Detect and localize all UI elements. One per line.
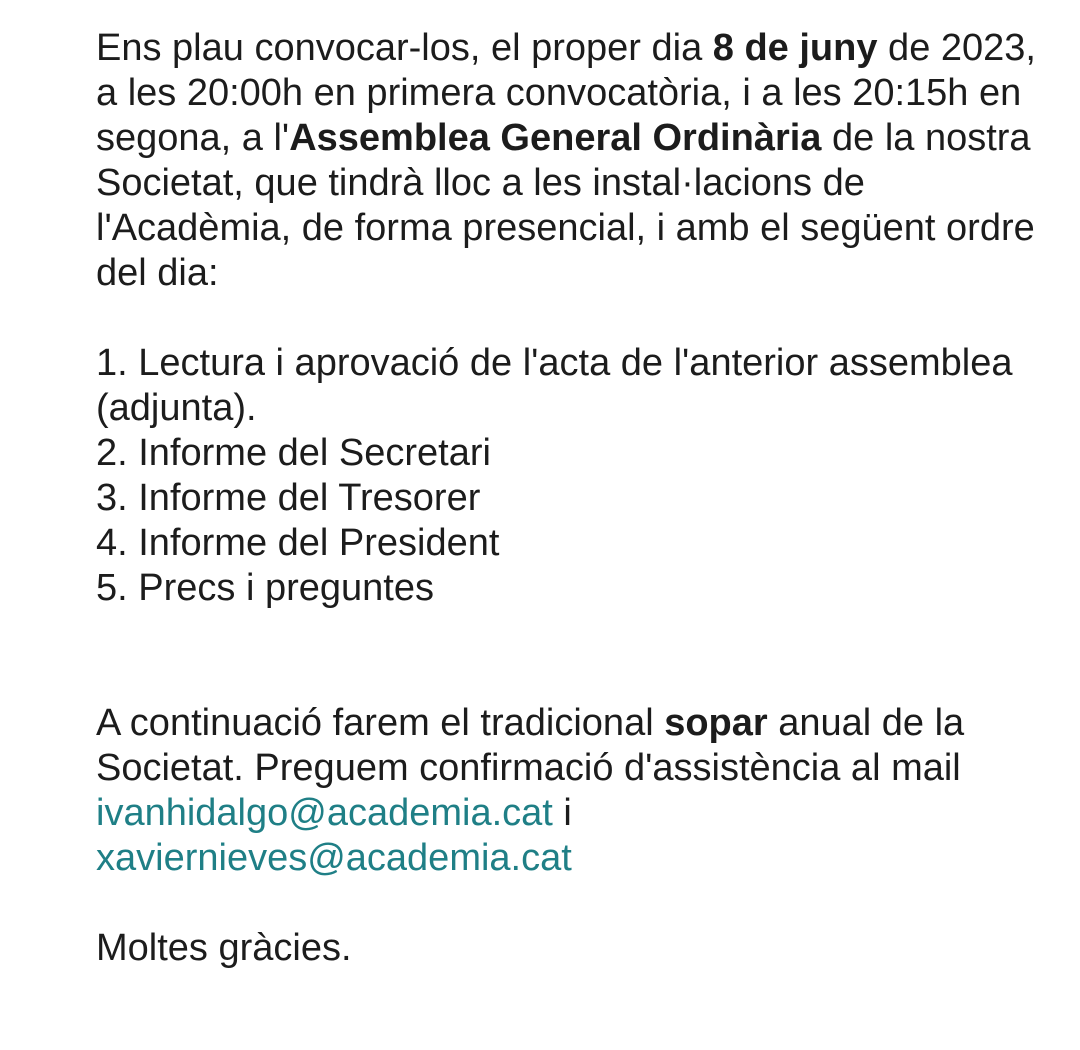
intro-text-3: de la nostra Societat, que tindrà lloc a les instal·lacions de l'Acadèmia, de forma presencial, i amb el següent ordre del dia:: [96, 117, 1035, 294]
intro-paragraph: [96, 26, 1056, 296]
intro-text-2: de 2023, a les 20:00h en primera convocatòria, i a les 20:15h en segona, a l': [96, 27, 1036, 159]
spacer: [96, 611, 1056, 701]
closing-text: Moltes gràcies.: [96, 927, 352, 969]
dinner-paragraph: [96, 701, 1056, 881]
message-body: [96, 26, 1056, 971]
agenda-item-1: 1. Lectura i aprovació de l'acta de l'anterior assemblea (adjunta).: [96, 342, 1013, 429]
dinner-text-2: anual de la Societat. Preguem confirmació d'assistència al mail: [96, 702, 965, 789]
email-link-xavier[interactable]: xaviernieves@academia.cat: [96, 837, 572, 879]
agenda-item-5: 5. Precs i preguntes: [96, 567, 434, 609]
intro-text-1: Ens plau convocar-los, el proper dia: [96, 27, 713, 69]
conjunction: i: [552, 792, 572, 834]
spacer: [96, 296, 1056, 341]
agenda-item-3: 3. Informe del Tresorer: [96, 477, 481, 519]
agenda-item-4: 4. Informe del President: [96, 522, 500, 564]
dinner-bold: sopar: [664, 702, 768, 744]
assembly-name: Assemblea General Ordinària: [289, 117, 822, 159]
email-link-ivan[interactable]: ivanhidalgo@academia.cat: [96, 792, 553, 834]
agenda-list: [96, 341, 1056, 611]
dinner-text-1: A continuació farem el tradicional: [96, 702, 665, 744]
spacer: [96, 881, 1056, 926]
meeting-date: 8 de juny: [712, 27, 878, 69]
agenda-item-2: 2. Informe del Secretari: [96, 432, 491, 474]
